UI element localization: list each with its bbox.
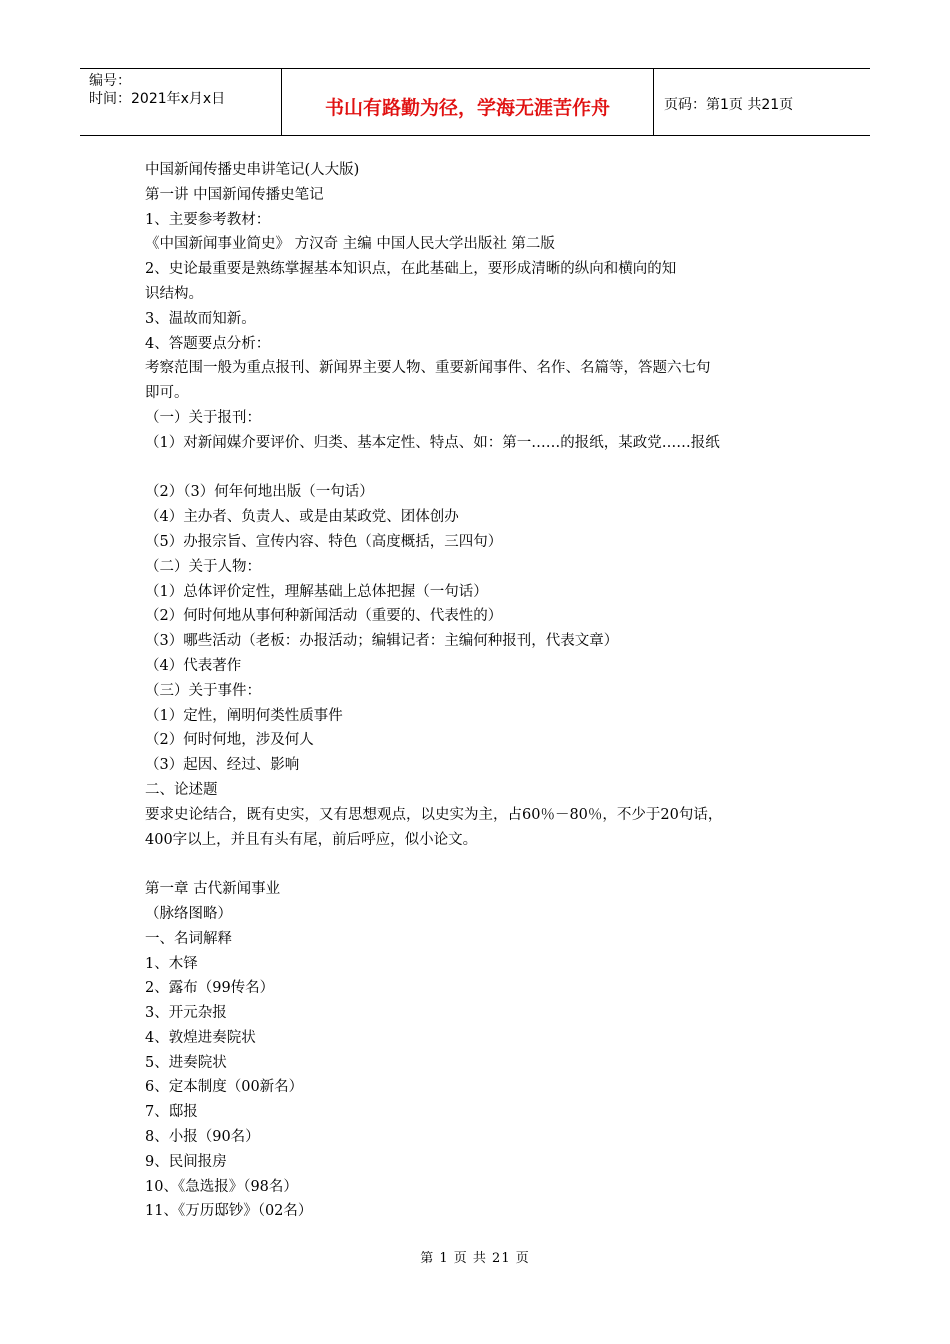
body-line: 6、定本制度（00新名） bbox=[145, 1079, 304, 1096]
body-line: （5）办报宗旨、宣传内容、特色（高度概括，三四句） bbox=[145, 533, 503, 550]
body-line: 10、《急选报》（98名） bbox=[145, 1178, 298, 1195]
body-line: 8、小报（90名） bbox=[145, 1129, 260, 1146]
body-line: 9、民间报房 bbox=[145, 1153, 227, 1170]
body-line: 1、主要参考教材： bbox=[145, 211, 271, 228]
body-line: 《中国新闻事业简史》 方汉奇 主编 中国人民大学出版社 第二版 bbox=[145, 236, 555, 253]
body-line: 2、露布（99传名） bbox=[145, 980, 275, 997]
body-line: （4）主办者、负责人、或是由某政党、团体创办 bbox=[145, 509, 459, 526]
body-line: （4）代表著作 bbox=[145, 657, 242, 674]
body-line: （2）（3）何年何地出版（一句话） bbox=[145, 484, 374, 501]
body-line: 4、答题要点分析： bbox=[145, 335, 271, 352]
body-line: 即可。 bbox=[145, 385, 189, 402]
body-line: （三）关于事件： bbox=[145, 682, 261, 699]
body-line: 7、邸报 bbox=[145, 1104, 198, 1121]
body-line: 第一讲 中国新闻传播史笔记 bbox=[145, 186, 324, 203]
body-line: 5、进奏院状 bbox=[145, 1054, 227, 1071]
body-line: 4、敦煌进奏院状 bbox=[145, 1029, 256, 1046]
body-line: 第一章 古代新闻事业 bbox=[145, 881, 281, 898]
body-line: 要求史论结合，既有史实，又有思想观点，以史实为主，占60％－80％，不少于20句话， bbox=[145, 806, 723, 823]
body-line: 考察范围一般为重点报刊、新闻界主要人物、重要新闻事件、名作、名篇等，答题六七句 bbox=[145, 360, 711, 377]
body-line: （脉络图略） bbox=[145, 905, 232, 922]
body-line: 11、《万历邸钞》（02名） bbox=[145, 1203, 313, 1220]
body-line: （一）关于报刊： bbox=[145, 409, 261, 426]
body-line bbox=[145, 852, 825, 877]
page-header bbox=[80, 68, 870, 136]
body-line: 400字以上，并且有头有尾，前后呼应，似小论文。 bbox=[145, 831, 478, 848]
body-line: 3、温故而知新。 bbox=[145, 310, 256, 327]
body-line: 2、史论最重要是熟练掌握基本知识点，在此基础上，要形成清晰的纵向和横向的知 bbox=[145, 261, 677, 278]
body-line: （1）总体评价定性，理解基础上总体把握（一句话） bbox=[145, 583, 488, 600]
body-line: （1）对新闻媒介要评价、归类、基本定性、特点、如：第一……的报纸，某政党……报纸 bbox=[145, 434, 720, 451]
header-page-info: 页码：第1页 共21页 bbox=[664, 97, 794, 113]
body-line: （3）起因、经过、影响 bbox=[145, 757, 300, 774]
body-line: 二、论述题 bbox=[145, 781, 218, 798]
body-line bbox=[145, 456, 825, 481]
body-line: 识结构。 bbox=[145, 285, 203, 302]
page-footer: 第 1 页 共 21 页 bbox=[420, 1251, 530, 1266]
header-left-cell bbox=[80, 69, 282, 135]
header-motto: 书山有路勤为径，学海无涯苦作舟 bbox=[324, 96, 610, 119]
body-line: 中国新闻传播史串讲笔记(人大版) bbox=[145, 162, 360, 178]
body-line: （二）关于人物： bbox=[145, 558, 261, 575]
document-number-label: 编号： bbox=[89, 73, 131, 89]
body-line: 一、名词解释 bbox=[145, 930, 232, 947]
document-date-label: 时间：2021年x月x日 bbox=[89, 91, 226, 107]
body-line: 1、木铎 bbox=[145, 955, 198, 972]
body-line: （3）哪些活动（老板：办报活动；编辑记者：主编何种报刊，代表文章） bbox=[145, 633, 619, 650]
document-body bbox=[145, 158, 825, 1224]
body-line: （1）定性，阐明何类性质事件 bbox=[145, 707, 343, 724]
body-line: 3、开元杂报 bbox=[145, 1005, 227, 1022]
body-line: （2）何时何地，涉及何人 bbox=[145, 732, 314, 749]
header-page-cell bbox=[654, 69, 870, 135]
header-motto-cell bbox=[282, 69, 654, 135]
body-line: （2）何时何地从事何种新闻活动（重要的、代表性的） bbox=[145, 608, 503, 625]
